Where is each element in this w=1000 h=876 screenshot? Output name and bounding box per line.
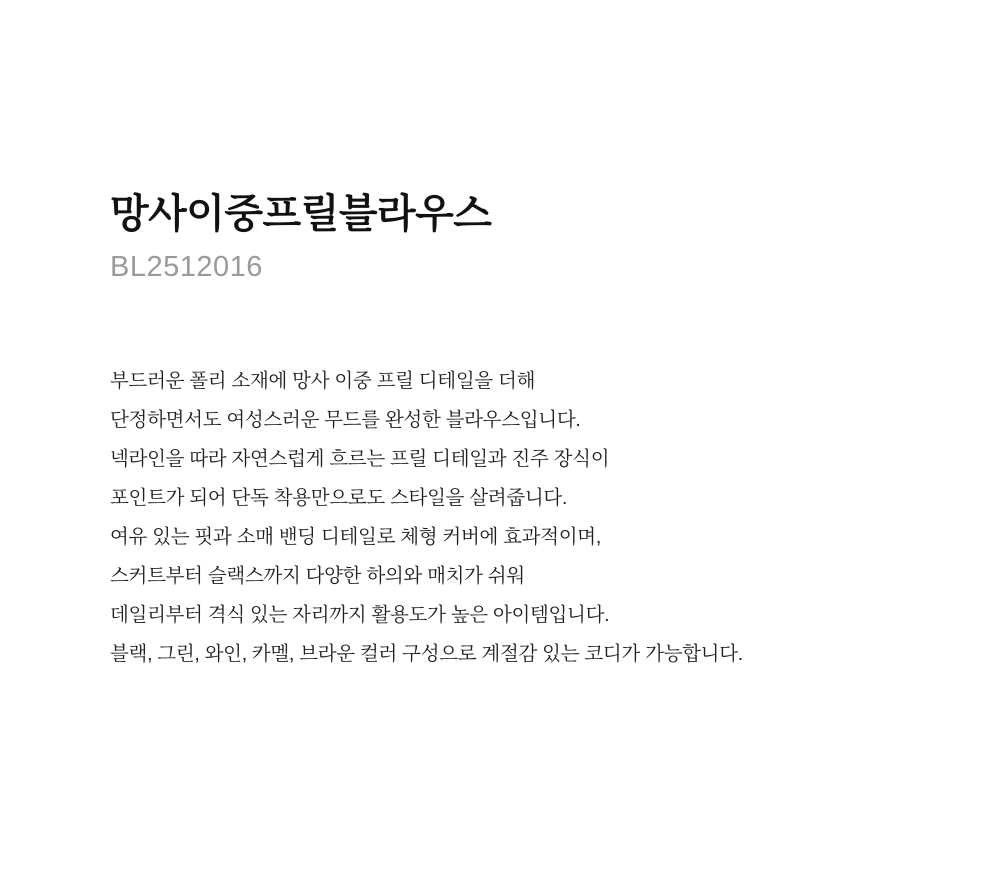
product-description (110, 362, 930, 674)
description-line: 데일리부터 격식 있는 자리까지 활용도가 높은 아이템입니다. (110, 603, 610, 626)
page-title: 망사이중프릴블라우스 (110, 192, 492, 236)
description-line: 스커트부터 슬랙스까지 다양한 하의와 매치가 쉬워 (110, 564, 525, 587)
description-line: 여유 있는 핏과 소매 밴딩 디테일로 체형 커버에 효과적이며, (110, 525, 601, 548)
description-line: 블랙, 그린, 와인, 카멜, 브라운 컬러 구성으로 계절감 있는 코디가 가능합니다. (110, 642, 743, 665)
description-line: 단정하면서도 여성스러운 무드를 완성한 블라우스입니다. (110, 408, 581, 431)
description-line: 부드러운 폴리 소재에 망사 이중 프릴 디테일을 더해 (110, 369, 536, 392)
product-info-block (110, 190, 930, 674)
product-code: BL2512016 (110, 251, 263, 283)
description-line: 포인트가 되어 단독 착용만으로도 스타일을 살려줍니다. (110, 486, 568, 509)
description-line: 넥라인을 따라 자연스럽게 흐르는 프릴 디테일과 진주 장식이 (110, 447, 610, 470)
